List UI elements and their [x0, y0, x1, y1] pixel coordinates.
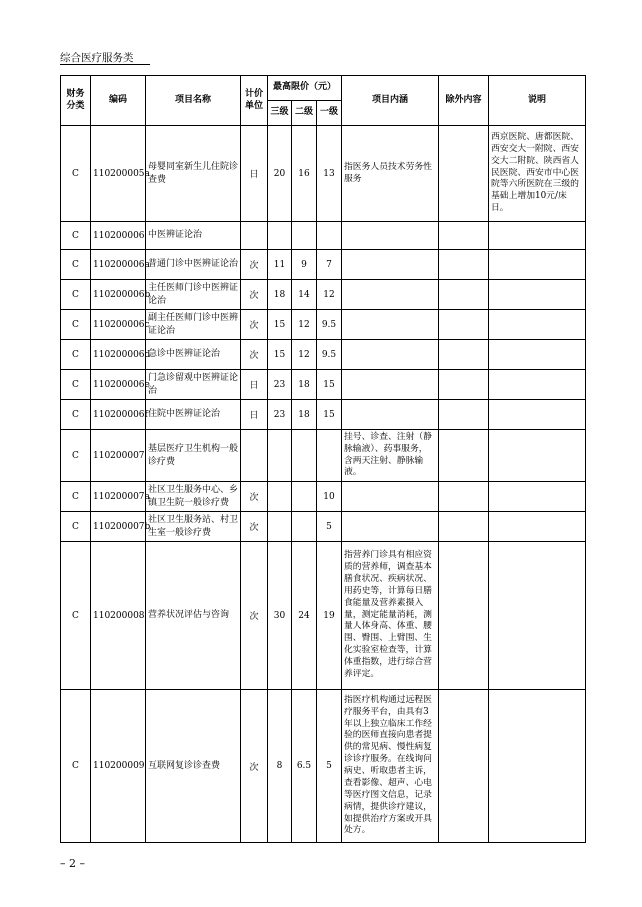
unit-cell: 次	[241, 482, 268, 512]
header-item-name: 项目名称	[146, 76, 241, 126]
price-level1-cell: 9.5	[317, 340, 342, 370]
price-level2-cell: 6.5	[292, 690, 317, 843]
price-level3-cell	[268, 482, 292, 512]
note-cell	[489, 222, 586, 250]
finance-class-cell: C	[61, 222, 91, 250]
unit-cell: 日	[241, 400, 268, 430]
item-name-cell: 住院中医辨证论治	[146, 400, 241, 430]
finance-class-cell: C	[61, 310, 91, 340]
price-level2-cell: 9	[292, 250, 317, 280]
finance-class-cell: C	[61, 430, 91, 482]
finance-class-cell: C	[61, 482, 91, 512]
content-cell	[342, 400, 439, 430]
item-name-cell: 副主任医师门诊中医辨证论治	[146, 310, 241, 340]
content-cell: 指医务人员技术劳务性服务	[342, 126, 439, 222]
item-name-cell: 普通门诊中医辨证论治	[146, 250, 241, 280]
note-cell: 西京医院、唐都医院、西安交大一附院、西安交大二附院、陕西省人民医院、西安市中心医院等六所医院在三级的基础上增加10元/床日。	[489, 126, 586, 222]
code-cell: 110200008	[91, 542, 146, 690]
exclusion-cell	[439, 126, 489, 222]
price-level3-cell: 23	[268, 370, 292, 400]
content-cell	[342, 310, 439, 340]
content-cell	[342, 340, 439, 370]
price-level3-cell: 8	[268, 690, 292, 843]
table-row	[61, 280, 586, 310]
price-level1-cell: 5	[317, 512, 342, 542]
price-level1-cell: 12	[317, 280, 342, 310]
header-price-group: 最高限价（元）	[268, 76, 342, 101]
price-level2-cell: 18	[292, 370, 317, 400]
finance-class-cell: C	[61, 126, 91, 222]
note-cell	[489, 542, 586, 690]
content-cell	[342, 370, 439, 400]
table-row	[61, 400, 586, 430]
table-row	[61, 222, 586, 250]
note-cell	[489, 400, 586, 430]
price-level2-cell	[292, 482, 317, 512]
note-cell	[489, 370, 586, 400]
price-level2-cell: 12	[292, 340, 317, 370]
table-row	[61, 340, 586, 370]
price-level1-cell	[317, 222, 342, 250]
finance-class-cell: C	[61, 400, 91, 430]
document-category-header: 综合医疗服务类	[60, 52, 134, 64]
exclusion-cell	[439, 370, 489, 400]
content-cell	[342, 482, 439, 512]
unit-cell: 次	[241, 280, 268, 310]
note-cell	[489, 512, 586, 542]
content-cell: 指医疗机构通过远程医疗服务平台，由具有3年以上独立临床工作经验的医师直接向患者提供的常见病、慢性病复诊诊疗服务。在线询问病史、听取患者主诉，查看影像、超声、心电等医疗图文信息，记录病情，提供诊疗建议，如提供治疗方案或开具处方。	[342, 690, 439, 843]
price-level1-cell: 15	[317, 400, 342, 430]
price-level1-cell: 10	[317, 482, 342, 512]
exclusion-cell	[439, 280, 489, 310]
header-underline	[60, 64, 150, 65]
table-row	[61, 482, 586, 512]
note-cell	[489, 340, 586, 370]
table-row	[61, 430, 586, 482]
table-row	[61, 310, 586, 340]
page-number: – 2 –	[60, 857, 85, 870]
unit-cell: 次	[241, 250, 268, 280]
price-level2-cell	[292, 512, 317, 542]
finance-class-cell: C	[61, 512, 91, 542]
header-code: 编码	[91, 76, 146, 126]
table-row	[61, 126, 586, 222]
note-cell	[489, 482, 586, 512]
content-cell: 挂号、诊查、注射（静脉输液）、药事服务，含两天注射、静脉输液。	[342, 430, 439, 482]
note-cell	[489, 250, 586, 280]
unit-cell: 日	[241, 370, 268, 400]
price-level1-cell: 5	[317, 690, 342, 843]
exclusion-cell	[439, 690, 489, 843]
code-cell: 110200006f	[91, 400, 146, 430]
price-level3-cell: 18	[268, 280, 292, 310]
code-cell: 110200006	[91, 222, 146, 250]
table-row	[61, 512, 586, 542]
header-note: 说明	[489, 76, 586, 126]
header-content: 项目内涵	[342, 76, 439, 126]
price-level3-cell: 15	[268, 310, 292, 340]
finance-class-cell: C	[61, 690, 91, 843]
price-level3-cell	[268, 430, 292, 482]
header-unit: 计价单位	[241, 76, 268, 126]
note-cell	[489, 310, 586, 340]
unit-cell: 日	[241, 126, 268, 222]
price-level2-cell: 12	[292, 310, 317, 340]
code-cell: 110200009	[91, 690, 146, 843]
unit-cell	[241, 430, 268, 482]
price-level3-cell: 20	[268, 126, 292, 222]
item-name-cell: 中医辨证论治	[146, 222, 241, 250]
code-cell: 110200006c	[91, 310, 146, 340]
exclusion-cell	[439, 430, 489, 482]
code-cell: 110200006b	[91, 280, 146, 310]
price-level1-cell: 9.5	[317, 310, 342, 340]
exclusion-cell	[439, 512, 489, 542]
exclusion-cell	[439, 400, 489, 430]
price-level1-cell: 13	[317, 126, 342, 222]
price-level3-cell: 23	[268, 400, 292, 430]
item-name-cell: 主任医师门诊中医辨证论治	[146, 280, 241, 310]
price-level2-cell	[292, 430, 317, 482]
item-name-cell: 母婴同室新生儿住院诊查费	[146, 126, 241, 222]
header-exclusion: 除外内容	[439, 76, 489, 126]
content-cell	[342, 250, 439, 280]
code-cell: 110200006e	[91, 370, 146, 400]
item-name-cell: 互联网复诊诊查费	[146, 690, 241, 843]
table-row	[61, 542, 586, 690]
price-level1-cell: 7	[317, 250, 342, 280]
price-level3-cell: 15	[268, 340, 292, 370]
content-cell	[342, 280, 439, 310]
finance-class-cell: C	[61, 280, 91, 310]
price-level3-cell	[268, 222, 292, 250]
price-level2-cell	[292, 222, 317, 250]
unit-cell: 次	[241, 690, 268, 843]
header-level1: 一级	[317, 101, 342, 126]
header-level2: 二级	[292, 101, 317, 126]
note-cell	[489, 430, 586, 482]
code-cell: 110200005a	[91, 126, 146, 222]
table-row	[61, 370, 586, 400]
exclusion-cell	[439, 340, 489, 370]
exclusion-cell	[439, 310, 489, 340]
table-row	[61, 250, 586, 280]
price-level3-cell: 30	[268, 542, 292, 690]
price-level1-cell: 19	[317, 542, 342, 690]
price-level3-cell	[268, 512, 292, 542]
price-level2-cell: 16	[292, 126, 317, 222]
header-level3: 三级	[268, 101, 292, 126]
price-level3-cell: 11	[268, 250, 292, 280]
item-name-cell: 急诊中医辨证论治	[146, 340, 241, 370]
price-level1-cell	[317, 430, 342, 482]
content-cell	[342, 512, 439, 542]
note-cell	[489, 690, 586, 843]
code-cell: 110200006a	[91, 250, 146, 280]
price-table	[60, 75, 586, 843]
item-name-cell: 门急诊留观中医辨证论治	[146, 370, 241, 400]
finance-class-cell: C	[61, 370, 91, 400]
code-cell: 110200007b	[91, 512, 146, 542]
exclusion-cell	[439, 482, 489, 512]
exclusion-cell	[439, 250, 489, 280]
item-name-cell: 营养状况评估与咨询	[146, 542, 241, 690]
unit-cell: 次	[241, 512, 268, 542]
unit-cell: 次	[241, 542, 268, 690]
price-level1-cell: 15	[317, 370, 342, 400]
code-cell: 110200007a	[91, 482, 146, 512]
code-cell: 110200006d	[91, 340, 146, 370]
unit-cell: 次	[241, 310, 268, 340]
price-level2-cell: 18	[292, 400, 317, 430]
finance-class-cell: C	[61, 542, 91, 690]
finance-class-cell: C	[61, 340, 91, 370]
unit-cell: 次	[241, 340, 268, 370]
exclusion-cell	[439, 542, 489, 690]
header-finance-class: 财务分类	[61, 76, 91, 126]
price-table-body	[61, 126, 586, 843]
exclusion-cell	[439, 222, 489, 250]
content-cell	[342, 222, 439, 250]
unit-cell	[241, 222, 268, 250]
table-row	[61, 690, 586, 843]
content-cell: 指营养门诊具有相应资质的营养师，调查基本膳食状况、疾病状况、用药史等，计算每日膳食能量及营养素摄入量，测定能量消耗，测量人体身高、体重、腰围、臀围、上臂围、生化实验室检查等，计算体重指数，进行综合营养评定。	[342, 542, 439, 690]
item-name-cell: 社区卫生服务站、村卫生室一般诊疗费	[146, 512, 241, 542]
price-level2-cell: 14	[292, 280, 317, 310]
note-cell	[489, 280, 586, 310]
finance-class-cell: C	[61, 250, 91, 280]
code-cell: 110200007	[91, 430, 146, 482]
item-name-cell: 基层医疗卫生机构一般诊疗费	[146, 430, 241, 482]
price-level2-cell: 24	[292, 542, 317, 690]
item-name-cell: 社区卫生服务中心、乡镇卫生院一般诊疗费	[146, 482, 241, 512]
